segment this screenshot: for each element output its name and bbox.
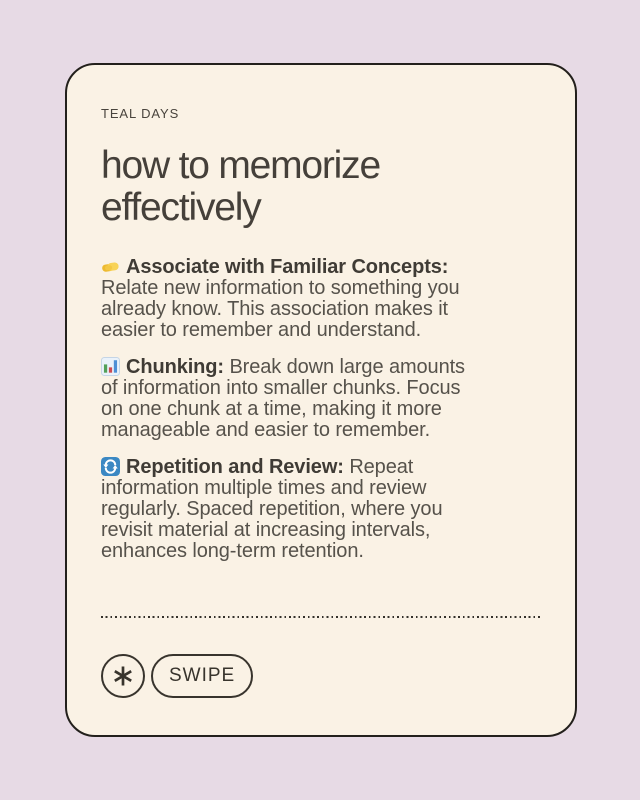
tips-list [101,257,485,562]
footer-row [101,654,541,698]
tip-item-repetition [101,457,485,562]
handshake-icon [101,257,120,276]
tip-heading: Repetition and Review: [126,456,344,478]
swipe-label: SWIPE [169,665,236,686]
tip-body: Repeat information multiple times and review regularly. Spaced repetition, where you revisit material at increasing intervals, enhances long-term retention. [101,456,443,562]
brand-label: TEAL DAYS [101,106,180,121]
page-title: how to memorize effectively [101,144,380,229]
dotted-divider [101,616,541,618]
tip-heading: Chunking: [126,356,224,378]
tip-item-associate [101,257,485,341]
counterclockwise-arrows-icon [101,457,120,476]
bar-chart-icon [101,357,120,376]
swipe-button[interactable] [151,654,253,698]
tips-card [65,63,577,737]
asterisk-icon [111,664,135,688]
tip-body: Break down large amounts of information into smaller chunks. Focus on one chunk at a time, making it more manageable and easier to remember. [101,356,465,441]
tip-item-chunking [101,357,485,441]
tip-heading: Associate with Familiar Concepts: [126,256,449,278]
tip-body: Relate new information to something you already know. This association makes it easier to remember and understand. [101,277,460,341]
asterisk-badge [101,654,145,698]
